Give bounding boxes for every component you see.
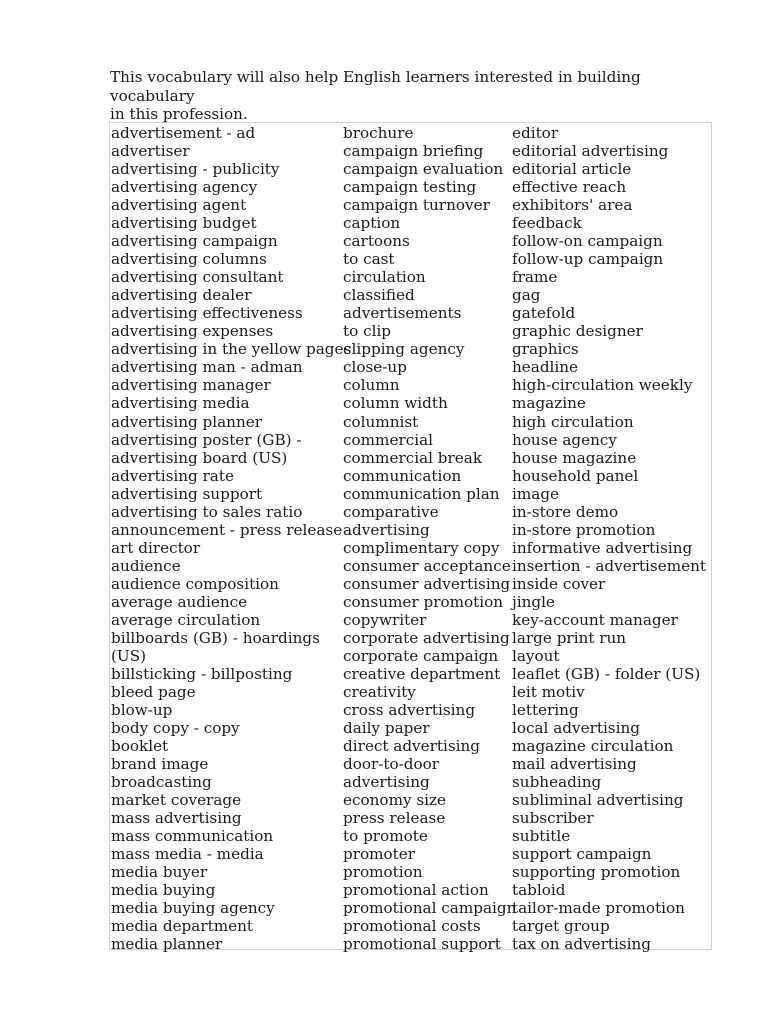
vocabulary-term: audience [111, 556, 181, 575]
vocabulary-term: advertising rate [111, 466, 234, 485]
vocabulary-term: advertising dealer [111, 286, 252, 305]
vocabulary-term: gatefold [512, 304, 576, 323]
vocabulary-term: follow-up campaign [512, 250, 664, 269]
vocabulary-term: layout [512, 646, 560, 665]
vocabulary-term: art director [111, 538, 201, 557]
vocabulary-term: graphics [512, 340, 579, 359]
vocabulary-term: advertising effectiveness [111, 304, 303, 323]
vocabulary-term: large print run [512, 628, 627, 647]
vocabulary-term: informative advertising [512, 538, 693, 557]
vocabulary-term: subscriber [512, 809, 594, 828]
vocabulary-term: daily paper [343, 719, 430, 738]
vocabulary-term: commercial break [343, 448, 483, 467]
vocabulary-term: exhibitors' area [512, 196, 633, 215]
vocabulary-term: magazine [512, 394, 586, 413]
vocabulary-term: advertising to sales ratio [111, 502, 303, 521]
vocabulary-term: mass media - media [111, 845, 264, 864]
vocabulary-term: promotional action [343, 881, 489, 900]
vocabulary-term: media buyer [111, 863, 208, 882]
vocabulary-term: booklet [111, 737, 169, 756]
vocabulary-term: headline [512, 358, 579, 377]
vocabulary-term: billsticking - billposting [111, 664, 293, 683]
vocabulary-term: communication [343, 466, 462, 485]
vocabulary-term: media buying agency [111, 899, 275, 918]
vocabulary-term: creative department [343, 664, 501, 683]
vocabulary-term: economy size [343, 791, 447, 810]
vocabulary-term: media buying [111, 881, 216, 900]
vocabulary-term: house agency [512, 430, 617, 449]
vocabulary-term: cross advertising [343, 701, 476, 719]
vocabulary-term: press release [343, 809, 446, 828]
vocabulary-term: advertising in the yellow pages [111, 340, 352, 359]
vocabulary-term: promotional support [343, 935, 501, 954]
vocabulary-term: subheading [512, 773, 602, 792]
vocabulary-term: communication plan [343, 484, 500, 503]
vocabulary-term: magazine circulation [512, 737, 674, 756]
vocabulary-term: campaign testing [343, 178, 477, 197]
vocabulary-term: column width [343, 394, 448, 413]
vocabulary-term: advertising budget [111, 214, 257, 233]
vocabulary-term: promotion [343, 863, 423, 882]
vocabulary-term: advertising [343, 520, 430, 539]
intro-paragraph [110, 68, 710, 124]
vocabulary-term: campaign turnover [343, 196, 490, 215]
vocabulary-term: consumer promotion [343, 592, 504, 611]
vocabulary-term: household panel [512, 466, 639, 485]
vocabulary-term: effective reach [512, 178, 627, 197]
vocabulary-term: bleed page [111, 682, 196, 701]
vocabulary-term: advertising board (US) [111, 448, 288, 467]
vocabulary-term: key-account manager [512, 610, 678, 629]
vocabulary-term: house magazine [512, 448, 637, 467]
vocabulary-term: lettering [512, 701, 579, 719]
vocabulary-term: editor [512, 124, 559, 142]
vocabulary-term: advertising consultant [111, 268, 284, 287]
vocabulary-term: broadcasting [111, 773, 212, 792]
vocabulary-term: media department [111, 917, 253, 936]
vocabulary-term: subliminal advertising [512, 791, 684, 810]
vocabulary-term: consumer acceptance [343, 556, 511, 575]
vocabulary-term: creativity [343, 682, 416, 701]
vocabulary-term: to promote [343, 827, 428, 846]
vocabulary-term: jingle [512, 592, 555, 611]
vocabulary-term: (US) [111, 646, 147, 665]
intro-line-1: This vocabulary will also help English learners interested in building vocabulary [110, 68, 641, 105]
vocabulary-term: comparative [343, 502, 439, 521]
vocabulary-term: high circulation [512, 412, 634, 431]
vocabulary-term: average audience [111, 592, 248, 611]
vocabulary-term: campaign evaluation [343, 160, 504, 179]
vocabulary-term: column [343, 376, 400, 395]
vocabulary-term: announcement - press release [111, 520, 343, 539]
vocabulary-term: blow-up [111, 701, 173, 719]
vocabulary-term: inside cover [512, 574, 606, 593]
vocabulary-term: brand image [111, 755, 209, 774]
vocabulary-term: advertising man - adman [111, 358, 303, 377]
vocabulary-term: to cast [343, 250, 395, 269]
vocabulary-term: subtitle [512, 827, 571, 846]
vocabulary-term: image [512, 484, 560, 503]
vocabulary-term: promotional costs [343, 917, 481, 936]
vocabulary-term: advertising manager [111, 376, 271, 395]
vocabulary-term: target group [512, 917, 610, 936]
vocabulary-term: market coverage [111, 791, 242, 810]
vocabulary-term: graphic designer [512, 322, 643, 341]
vocabulary-column-3 [512, 124, 711, 954]
vocabulary-term: complimentary copy [343, 538, 500, 557]
vocabulary-term: advertising - publicity [111, 160, 280, 179]
intro-line-2: in this profession. [110, 105, 248, 123]
vocabulary-term: advertising expenses [111, 322, 274, 341]
vocabulary-term: cartoons [343, 232, 410, 251]
vocabulary-term: advertising support [111, 484, 263, 503]
vocabulary-term: advertiser [111, 142, 190, 161]
vocabulary-term: advertising columns [111, 250, 267, 269]
vocabulary-term: close-up [343, 358, 407, 377]
vocabulary-term: in-store promotion [512, 520, 656, 539]
vocabulary-term: follow-on campaign [512, 232, 663, 251]
vocabulary-term: to clip [343, 322, 392, 341]
vocabulary-term: advertising agency [111, 178, 258, 197]
vocabulary-term: door-to-door [343, 755, 440, 774]
vocabulary-term: average circulation [111, 610, 261, 629]
vocabulary-term: advertising poster (GB) - [111, 430, 302, 449]
vocabulary-term: insertion - advertisement [512, 556, 706, 575]
vocabulary-term: advertising agent [111, 196, 247, 215]
vocabulary-term: high-circulation weekly [512, 376, 693, 395]
vocabulary-term: advertisement - ad [111, 124, 256, 142]
vocabulary-term: circulation [343, 268, 426, 287]
vocabulary-term: promoter [343, 845, 416, 864]
vocabulary-term: feedback [512, 214, 582, 233]
vocabulary-term: billboards (GB) - hoardings [111, 628, 320, 647]
vocabulary-term: tabloid [512, 881, 566, 900]
vocabulary-column-2 [343, 124, 517, 954]
vocabulary-term: consumer advertising [343, 574, 511, 593]
vocabulary-term: advertising planner [111, 412, 262, 431]
vocabulary-term: commercial [343, 430, 433, 449]
vocabulary-term: direct advertising [343, 737, 480, 756]
vocabulary-column-1 [110, 124, 352, 954]
vocabulary-term: corporate campaign [343, 646, 499, 665]
vocabulary-term: body copy - copy [111, 719, 240, 738]
vocabulary-term: corporate advertising [343, 628, 510, 647]
vocabulary-term: leit motiv [512, 682, 585, 701]
vocabulary-term: tax on advertising [512, 935, 652, 954]
vocabulary-term: editorial article [512, 160, 632, 179]
vocabulary-term: tailor-made promotion [512, 899, 685, 918]
vocabulary-term: gag [512, 286, 541, 305]
vocabulary-term: media planner [111, 935, 223, 954]
vocabulary-term: editorial advertising [512, 142, 669, 161]
vocabulary-term: advertisements [343, 304, 462, 323]
vocabulary-term: promotional campaign [343, 899, 517, 918]
vocabulary-term: copywriter [343, 610, 427, 629]
vocabulary-term: supporting promotion [512, 863, 681, 882]
vocabulary-term: audience composition [111, 574, 279, 593]
vocabulary-term: caption [343, 214, 401, 233]
vocabulary-term: advertising media [111, 394, 250, 413]
vocabulary-term: leaflet (GB) - folder (US) [512, 664, 701, 683]
vocabulary-term: advertising campaign [111, 232, 278, 251]
vocabulary-term: clipping agency [343, 340, 465, 359]
vocabulary-table [109, 122, 712, 954]
vocabulary-term: mail advertising [512, 755, 637, 774]
vocabulary-term: local advertising [512, 719, 640, 738]
vocabulary-term: support campaign [512, 845, 652, 864]
vocabulary-term: mass advertising [111, 809, 242, 828]
vocabulary-term: columnist [343, 412, 419, 431]
vocabulary-term: in-store demo [512, 502, 619, 521]
vocabulary-term: advertising [343, 773, 430, 792]
vocabulary-term: frame [512, 268, 558, 287]
vocabulary-term: campaign briefing [343, 142, 484, 161]
vocabulary-term: mass communication [111, 827, 274, 846]
vocabulary-term: brochure [343, 124, 414, 142]
vocabulary-term: classified [343, 286, 415, 305]
